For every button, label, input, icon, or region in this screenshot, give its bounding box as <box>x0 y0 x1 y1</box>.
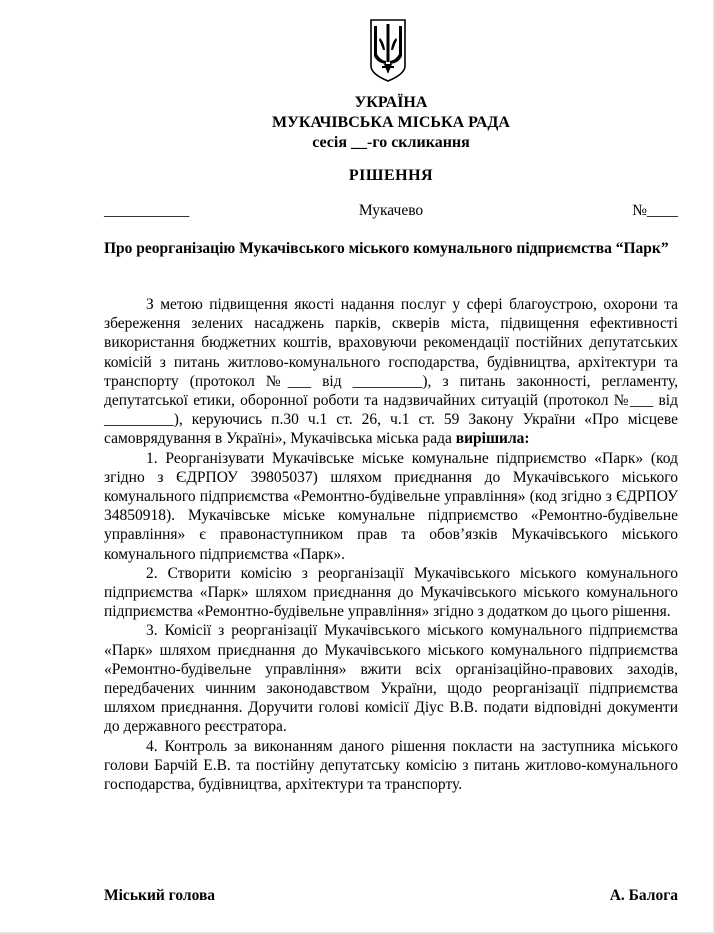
document-meta-line <box>104 202 678 222</box>
signatory-position: Міський голова <box>104 887 216 904</box>
preamble-paragraph <box>104 295 678 449</box>
document-header <box>104 93 678 153</box>
country-name: УКРАЇНА <box>354 94 428 111</box>
city-name: Мукачево <box>358 202 424 219</box>
session-line: сесія __-го скликання <box>312 134 470 151</box>
decision-item-4: 4. Контроль за виконанням даного рішення покласти на заступника міського голови Барчій Е.В. та постійну депутатську комісію з питань житлово-комунального господарства, будівництва, архітектури та транспорту. <box>104 737 678 794</box>
decided-word: вирішила: <box>455 430 530 448</box>
trident-emblem-icon <box>368 14 408 84</box>
preamble-text: З метою підвищення якості надання послуг у сфері благоустрою, охорони та збереження зелених насаджень парків, скверів міста, підвищення ефективності використання бюджетних коштів, враховуючи рекомендації постійних депутатських комісій з питань житлово-комунального господарства, будівництва, архітектури та транспорту (протокол №___ від _________), з питань законності, регламенту, депутатської етики, оборонної роботи та надзвичайних ситуацій (протокол №___ від _________), керуючись п.30 ч.1 ст. 26, ч.1 ст. 59 Закону України «Про місцеве самоврядування в Україні», Мукачівська міська рада <box>104 296 678 448</box>
date-blank: ___________ <box>104 202 190 219</box>
decision-subject: Про реорганізацію Мукачівського міського комунального підприємства “Парк” <box>104 240 669 257</box>
document-title: РІШЕННЯ <box>348 167 434 184</box>
decision-body <box>104 295 678 794</box>
council-name: МУКАЧІВСЬКА МІСЬКА РАДА <box>272 114 510 131</box>
signature-line <box>104 887 678 907</box>
decision-item-1: 1. Реорганізувати Мукачівське міське комунальне підприємство «Парк» (код згідно з ЄДРПОУ 39805037) шляхом приєднання до Мукачівського міського комунального підприємства «Ремонтно-будівельне управління» (код згідно з ЄДРПОУ 34850918). Мукачівське міське комунальне підприємство «Ремонтно-будівельне управління» є правонаступником прав та обов’язків Мукачівського міського комунального підприємства «Парк». <box>104 449 678 563</box>
document-number: №____ <box>632 202 678 219</box>
signatory-name: А. Балога <box>609 887 678 904</box>
decision-item-3: 3. Комісії з реорганізації Мукачівського міського комунального підприємства «Парк» шляхом приєднання до Мукачівського міського комунального підприємства «Ремонтно-будівельне управління» вжити всіх організаційно-правових заходів, передбачених чинним законодавством України, щодо реорганізації підприємства шляхом приєднання. Доручити голові комісії Діус В.В. подати відповідні документи до державного реєстратора. <box>104 622 678 736</box>
decision-item-2: 2. Створити комісію з реорганізації Мукачівського міського комунального підприємства «Парк» шляхом приєднання до Мукачівського міського комунального підприємства «Ремонтно-будівельне управління» згідно з додатком до цього рішення. <box>104 564 678 621</box>
